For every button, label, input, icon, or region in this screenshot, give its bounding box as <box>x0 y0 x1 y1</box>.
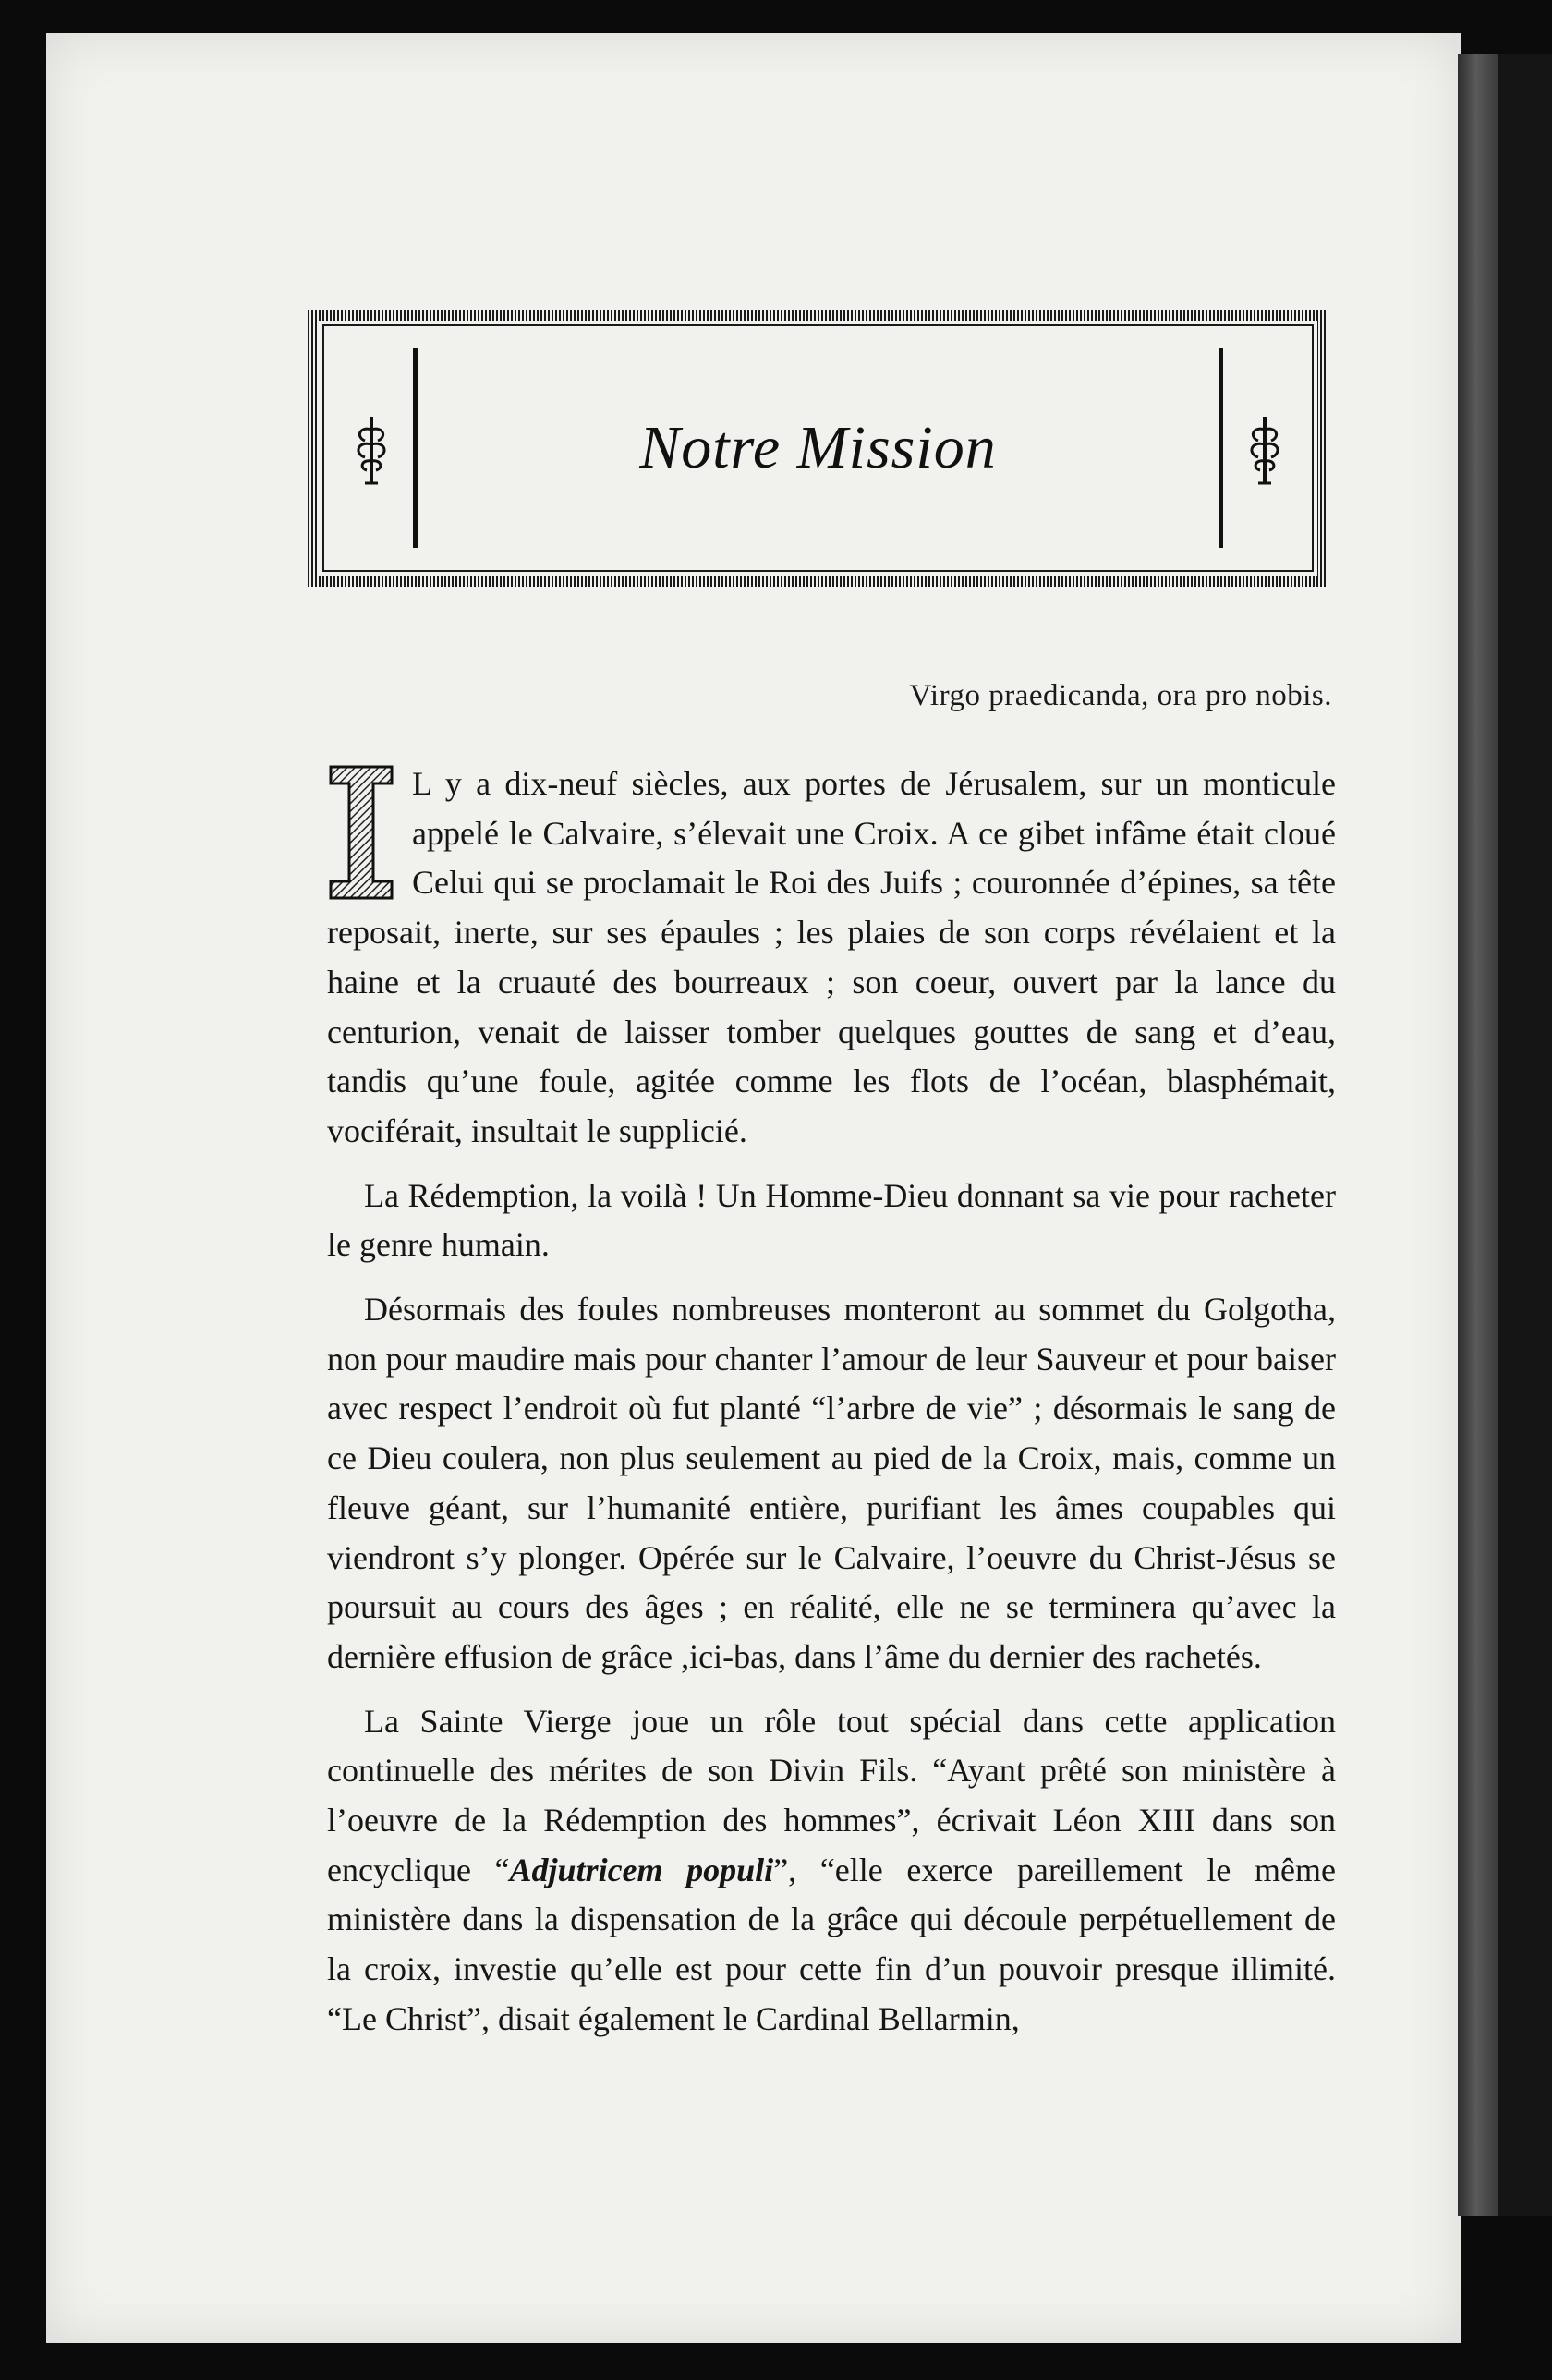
title-frame-right-rule <box>1219 348 1223 548</box>
paragraph-4-text-b: ”, “elle exerce pareillement le même ministère dans la dispensation de la grâce qui découle perpétuellement de la croix, investie qu’elle est pour cette fin d’un pouvoir presque illimité. “Le Christ”, disait également le Cardinal Bellarmin, <box>327 1851 1336 2037</box>
page-edge-shadow <box>1458 54 1498 2216</box>
encyclical-title: Adjutricem populi <box>509 1851 774 1888</box>
title-frame-left-rule <box>413 348 418 548</box>
paragraph-3: Désormais des foules nombreuses monteront au sommet du Golgotha, non pour maudire mais pour chanter l’amour de leur Sauveur et pour baiser avec respect l’endroit où fut planté “l’arbre de vie” ; désormais le sang de ce Dieu coulera, non plus seulement au pied de la Croix, mais, comme un fleuve géant, sur l’humanité entière, purifiant les âmes coupables qui viendront s’y plonger. Opérée sur le Calvaire, l’oeuvre du Christ-Jésus se poursuit au cours des âges ; en réalité, elle ne se terminera qu’avec la dernière effusion de grâce ,ici-bas, dans l’âme du dernier des rachetés. <box>327 1291 1336 1675</box>
fleuron-right-icon <box>1242 413 1288 487</box>
fleuron-left-icon <box>348 413 394 487</box>
body-text <box>327 759 1336 2059</box>
dropcap-letter <box>327 763 395 902</box>
paragraph-1-text: L y a dix-neuf siècles, aux portes de Jérusalem, sur un monticule appelé le Calvaire, s’élevait une Croix. A ce gibet infâme était cloué Celui qui se proclamait le Roi des Juifs ; couronnée d’épines, sa tête reposait, inerte, sur ses épaules ; les plaies de son corps révélaient et la haine et la cruauté des bourreaux ; son coeur, ouvert par la lance du centurion, venait de laisser tomber quelques gouttes de sang et d’eau, tandis qu’une foule, agitée comme les flots de l’océan, blasphémait, vociférait, insultait le supplicié. <box>327 765 1336 1149</box>
paragraph-1 <box>327 759 1336 1157</box>
scan-background <box>1498 54 1552 2216</box>
paragraph-2: La Rédemption, la voilà ! Un Homme-Dieu donnant sa vie pour racheter le genre humain. <box>327 1176 1336 1264</box>
page-title: Notre Mission <box>639 414 997 481</box>
epigraph: Virgo praedicanda, ora pro nobis. <box>909 679 1332 712</box>
paragraph-4-text-a: La Sainte Vierge joue un rôle tout spécial dans cette application continuelle des mérites de son Divin Fils. “Ayant prêté son ministère à l’oeuvre de la Rédemption des hommes”, écrivait Léon XIII dans son encyclique “ <box>327 1702 1336 1888</box>
title-frame <box>308 310 1328 587</box>
paragraph-4 <box>327 1697 1336 2045</box>
